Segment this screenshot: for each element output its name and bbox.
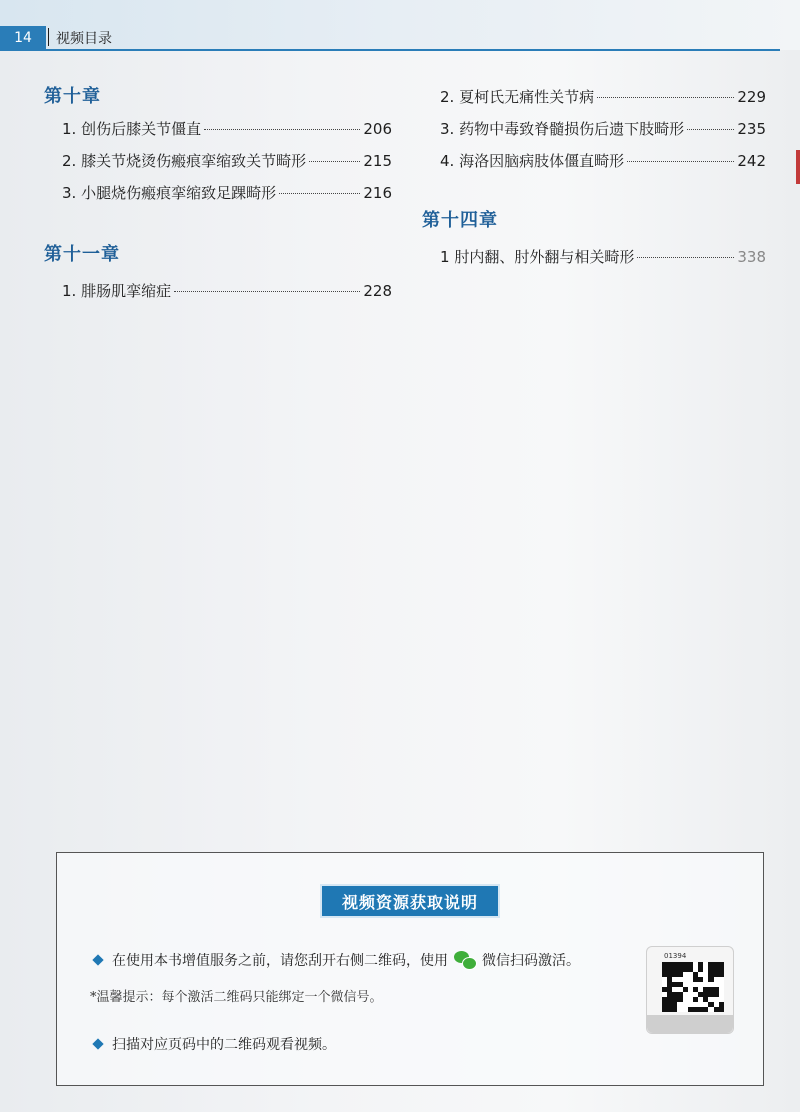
page-number: 14	[0, 26, 46, 50]
toc-entry-title: 药物中毒致脊髓损伤后遗下肢畸形	[459, 120, 685, 138]
toc-entry[interactable]	[440, 150, 766, 171]
notice-text: 在使用本书增值服务之前，请您刮开右侧二维码，使用	[112, 953, 448, 969]
toc-entry-number: 3.	[62, 184, 82, 202]
toc-entry-title: 夏柯氏无痛性关节病	[459, 88, 595, 106]
toc-entry[interactable]	[440, 86, 766, 107]
diamond-bullet-icon	[92, 1038, 103, 1049]
notice-tip: *温馨提示：每个激活二维码只能绑定一个微信号。	[90, 990, 383, 1005]
toc-entry-number: 2.	[440, 88, 460, 106]
page-header	[0, 0, 800, 50]
toc-entry-title: 创伤后膝关节僵直	[81, 120, 202, 138]
toc-entry-page: 338	[737, 248, 766, 266]
header-separator	[48, 28, 49, 46]
notice-item-scan	[90, 1034, 336, 1054]
notice-text: 微信扫码激活。	[482, 953, 580, 969]
wechat-icon	[454, 951, 476, 969]
chapter-heading: 第十一章	[44, 244, 120, 265]
toc-entry[interactable]	[62, 182, 392, 203]
notice-title: 视频资源获取说明	[322, 886, 498, 916]
toc-entry-page: 235	[737, 120, 766, 138]
toc-entry-page: 228	[363, 282, 392, 300]
leader-dots	[637, 257, 734, 258]
toc-entry-number: 2.	[62, 152, 82, 170]
leader-dots	[309, 161, 360, 162]
toc-entry-page: 216	[363, 184, 392, 202]
qr-code-icon[interactable]	[662, 962, 724, 1012]
toc-entry-page: 215	[363, 152, 392, 170]
notice-text: 扫描对应页码中的二维码观看视频。	[112, 1037, 336, 1053]
toc-entry-number: 1	[440, 248, 455, 266]
toc-entry-title: 膝关节烧烫伤瘢痕挛缩致关节畸形	[81, 152, 307, 170]
edge-mark	[796, 150, 800, 184]
section-title: 视频目录	[56, 31, 112, 47]
toc-entry-page: 206	[363, 120, 392, 138]
chapter-heading: 第十四章	[422, 210, 498, 231]
toc-entry-title: 小腿烧伤瘢痕挛缩致足踝畸形	[81, 184, 277, 202]
leader-dots	[279, 193, 360, 194]
leader-dots	[597, 97, 734, 98]
toc-entry[interactable]	[62, 150, 392, 171]
leader-dots	[627, 161, 734, 162]
diamond-bullet-icon	[92, 954, 103, 965]
toc-entry-number: 3.	[440, 120, 460, 138]
qr-serial: 01394	[664, 952, 687, 960]
toc-entry[interactable]	[62, 280, 392, 301]
leader-dots	[204, 129, 360, 130]
toc-entry-number: 1.	[62, 282, 82, 300]
toc-entry[interactable]	[440, 246, 766, 267]
toc-entry-title: 肘内翻、肘外翻与相关畸形	[454, 248, 635, 266]
toc-entry[interactable]	[440, 118, 766, 139]
toc-entry-title: 腓肠肌挛缩症	[81, 282, 172, 300]
chapter-heading: 第十章	[44, 86, 101, 107]
header-rule	[0, 49, 780, 51]
toc-entry-number: 1.	[62, 120, 82, 138]
notice-item-activate	[90, 950, 580, 970]
toc-entry-number: 4.	[440, 152, 460, 170]
toc-entry[interactable]	[62, 118, 392, 139]
toc-entry-title: 海洛因脑病肢体僵直畸形	[459, 152, 625, 170]
leader-dots	[687, 129, 734, 130]
toc-entry-page: 242	[737, 152, 766, 170]
toc-entry-page: 229	[737, 88, 766, 106]
leader-dots	[174, 291, 360, 292]
